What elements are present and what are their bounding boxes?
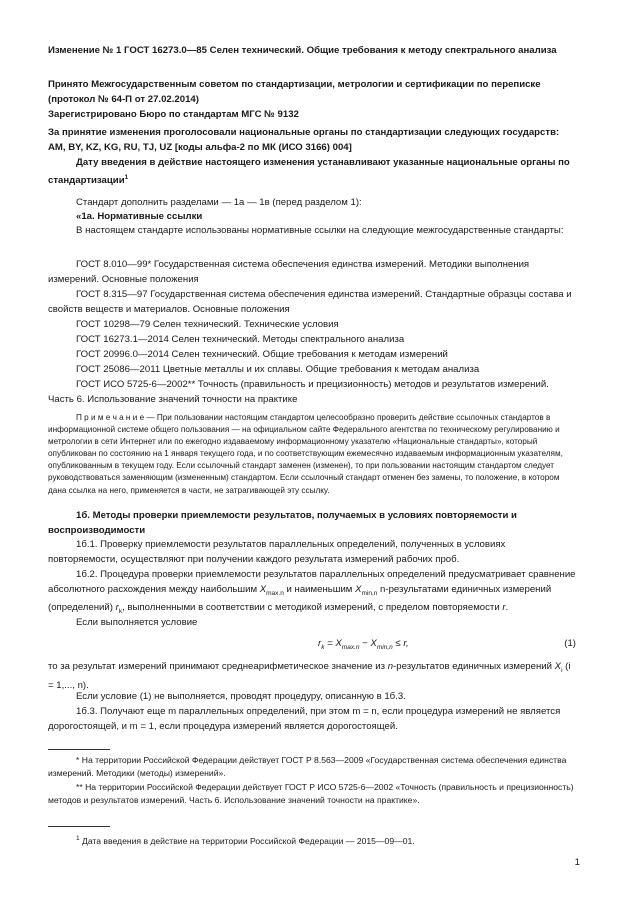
footnote-3: $^1$ Дата введения в действие на территории Российской Федерации — 2015—09—01. [76,835,415,846]
equation-1 [48,638,576,654]
date-intro: Дату введения в действие настоящего изменения устанавливают указанные национальные органы по стандартизации$^1$ [48,157,570,186]
adopted-line: Принято Межгосударственным советом по стандартизации, метрологии и сертификации по переписке (протокол № 64-П от 27.02.2014) [48,79,541,105]
reference-item: ГОСТ 16273.1—2014 Селен технический. Методы спектрального анализа [76,334,405,345]
footnote-1: * На территории Российской Федерации действует ГОСТ Р 8.563—2009 «Государственная система обеспечения единства измерений. Методики (методы) измерений». [48,755,567,778]
registered-line: Зарегистрировано Бюро по стандартам МГС № 9132 [48,109,299,120]
reference-item: ГОСТ 20996.0—2014 Селен технический. Общие требования к методам измерений [76,349,448,360]
condition-line: Если выполняется условие [76,617,198,628]
section-1b-title: 1б. Методы проверки приемлемости результатов, получаемых в условиях повторяемости и воспроизводимости [48,510,517,536]
voted-line: За принятие изменения проголосовали национальные органы по стандартизации следующих государств: AM, BY, KZ, KG, RU, TJ, UZ [коды альфа-2 по МК (ИСО 3166) 004] [48,127,560,153]
reference-item: ГОСТ 8.315—97 Государственная система обеспечения единства измерений. Стандартные образцы состава и свойств веществ и материалов. Основные положения [48,289,572,315]
reference-item: ГОСТ 10298—79 Селен технический. Технические условия [76,319,339,330]
footnote-rule [48,749,110,750]
section-1a-title: «1а. Нормативные ссылки [76,211,203,222]
page-number: 1 [574,857,580,868]
amendment-title: Изменение № 1 ГОСТ 16273.0—85 Селен технический. Общие требования к методу спектрального анализа [48,45,557,56]
section-1a-text: В настоящем стандарте использованы нормативные ссылки на следующие межгосударственные стандарты: [76,225,564,236]
paragraph-after-eq: то за результат измерений принимают среднеарифметическое значение из n-результатов единичных измерений $X_i$ (i = 1,..., n). [48,661,571,691]
equation-formula: $r_k = X_{max.n} - X_{min,n} \le r$, [318,638,409,651]
equation-number: (1) [564,638,576,649]
reference-item: ГОСТ 25086—2011 Цветные металлы и их сплавы. Общие требования к методам анализа [76,364,480,375]
note-block: П р и м е ч а н и е — При пользовании настоящим стандартом целесообразно проверить действие ссылочных стандартов в информационной системе общего пользования — на официальном сайте Федерального агентства по техническому регулированию и метрологии в сети Интернет или по ежегодно издаваемому информационному указателю «Национальные стандарты», который опубликован по состоянию на 1 января текущего года, и по соответствующим ежемесячно издаваемым информационным указателям, опубликованным в текущем году. Если ссылочный стандарт заменен (изменен), то при пользовании настоящим стандартом следует руководствоваться заменяющим (измененным) стандартом. Если ссылочный стандарт отменен без замены, то положение, в котором дана ссылка на него, применяется в части, не затрагивающей эту ссылку. [48,413,563,495]
paragraph-1b2: 1б.2. Процедура проверки приемлемости результатов параллельных определений предусматривает сравнение абсолютного расхождения между наибольшим $X_{max.n}$ и наименьшим $X_{min,n}$ n-результатами единичных измерений (определений) $r_k$, выполненными в соответствии с методикой измерений, с пределом повторяемости r. [48,569,576,616]
paragraph-1b3: 1б.3. Получают еще m параллельных определений, при этом m = n, если процедура измерений не является дорогостоящей, и m = 1, если процедура измерений является дорогостоящей. [48,706,561,732]
paragraph-not-met: Если условие (1) не выполняется, проводят процедуру, описанную в 1б.3. [76,691,406,702]
reference-item: ГОСТ ИСО 5725-6—2002** Точность (правильность и прецизионность) методов и результатов измерений. Часть 6. Использование значений точности на практике [48,379,549,405]
supplement-line: Стандарт дополнить разделами — 1а — 1в (перед разделом 1): [76,197,362,208]
footnote-rule-2 [48,826,110,827]
paragraph-1b1: 1б.1. Проверку приемлемости результатов параллельных определений, полученных в условиях повторяемости, осуществляют при получении каждого результата измерений рабочих проб. [48,539,506,565]
reference-item: ГОСТ 8.010—99* Государственная система обеспечения единства измерений. Методики выполнения измерений. Основные положения [48,259,530,285]
footnote-2: ** На территории Российской Федерации действует ГОСТ Р ИСО 5725-6—2002 «Точность (правильность и прецизионность) методов и результатов измерений. Часть 6. Использование значений точности на практике». [48,782,574,805]
